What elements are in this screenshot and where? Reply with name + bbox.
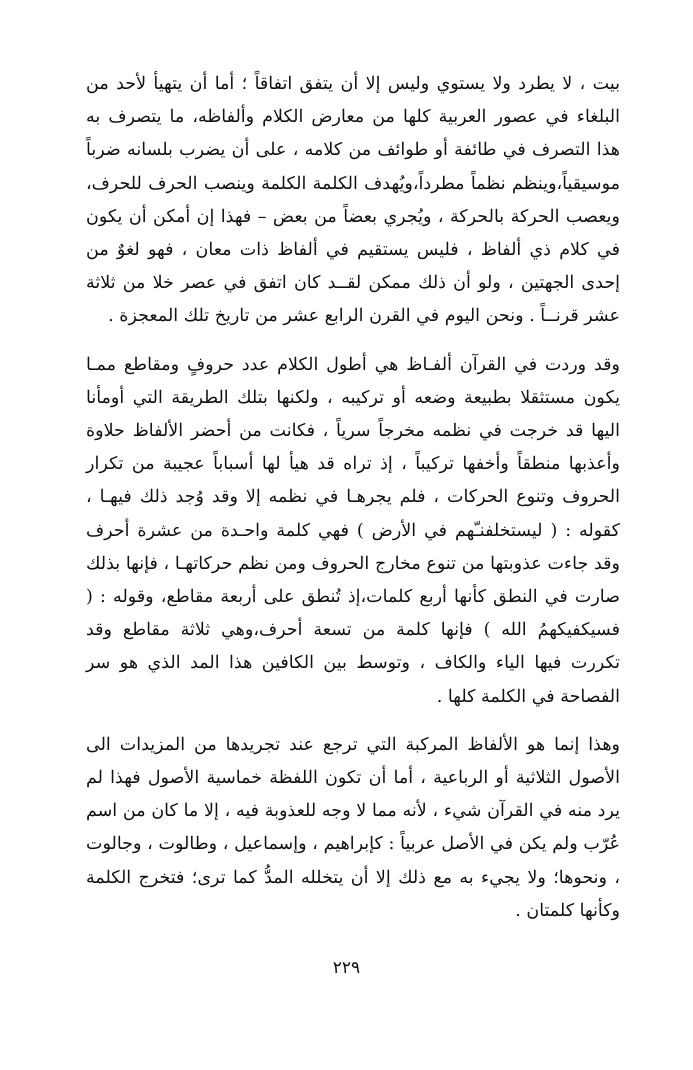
body-text xyxy=(86,68,620,928)
paragraph-3: وهذا إنما هو الألفاظ المركبة التي ترجع عند تجريدها من المزيدات الى الأصول الثلاثية أو الرباعية ، أما أن تكون اللفظة خماسية الأصول فهذا لم يرد منه في القرآن شيء ، لأنه مما لا وجه للعذوبة فيه ، إلا ما كان من اسم عُرّب ولم يكن في الأصل عربياً : كإبراهيم ، وإسماعيل ، وطالوت ، وجالوت ، ونحوها؛ ولا يجيء به مع ذلك إلا أن يتخلله المدُّ كما ترى؛ فتخرج الكلمة وكأنها كلمتان . xyxy=(86,734,620,921)
page-number: ٢٢٩ xyxy=(332,958,361,978)
paragraph-1: بيت ، لا يطرد ولا يستوي وليس إلا أن يتفق اتفاقاً ؛ أما أن يتهيأ لأحد من البلغاء في عصور العربية كلها من معارض الكلام وألفاظه، ما يتصرف به هذا التصرف في طائفة أو طوائف من كلامه ، على أن يضرب بلسانه ضرباً موسيقياً،وينظم نظماً مطرداً،ويُهدف الكلمة الكلمة وينصب الحرف للحرف، ويعصب الحركة بالحركة ، ويُجري بعضاً من بعض – فهذا إن أمكن أن يكون في كلام ذي ألفاظ ، فليس يستقيم في ألفاظ ذات معان ، فهو لغوٌ من إحدى الجهتين ، ولو أن ذلك ممكن لقــد كان اتفق في عصر خلا من ثلاثة عشر قرنــاً . ونحن اليوم في القرن الرابع عشر من تاريخ تلك المعجزة . xyxy=(86,74,620,327)
paragraph-2: وقد وردت في القرآن ألفـاظ هي أطول الكلام عدد حروفٍ ومقاطع ممـا يكون مستثقلا بطبيعة وضعه أو تركيبه ، ولكنها بتلك الطريقة التي أومأنا اليها قد خرجت في نظمه مخرجاً سرياً ، فكانت من أحضر الألفاظ حلاوة وأعذبها منطقاً وأخفها تركيباً ، إذ تراه قد هيأ لها أسباباً عجيبة من تكرار الحروف وتنوع الحركات ، فلم يجرهـا في نظمه إلا وقد وُجد ذلك فيهـا ، كقوله : ( ليستخلفنـّهم في الأرض ) فهي كلمة واحـدة من عشرة أحرف وقد جاءت عذوبتها من تنوع مخارج الحروف ومن نظم حركاتهـا ، فإنها بذلك صارت في النطق كأنها أربع كلمات،إذ تُنطق على أربعة مقاطع، وقوله : ( فسيكفيكهمُ الله ) فإنها كلمة من تسعة أحرف،وهي ثلاثة مقاطع وقد تكررت فيها الياء والكاف ، وتوسط بين الكافين هذا المد الذي هو سر الفصاحة في الكلمة كلها . xyxy=(86,354,620,707)
